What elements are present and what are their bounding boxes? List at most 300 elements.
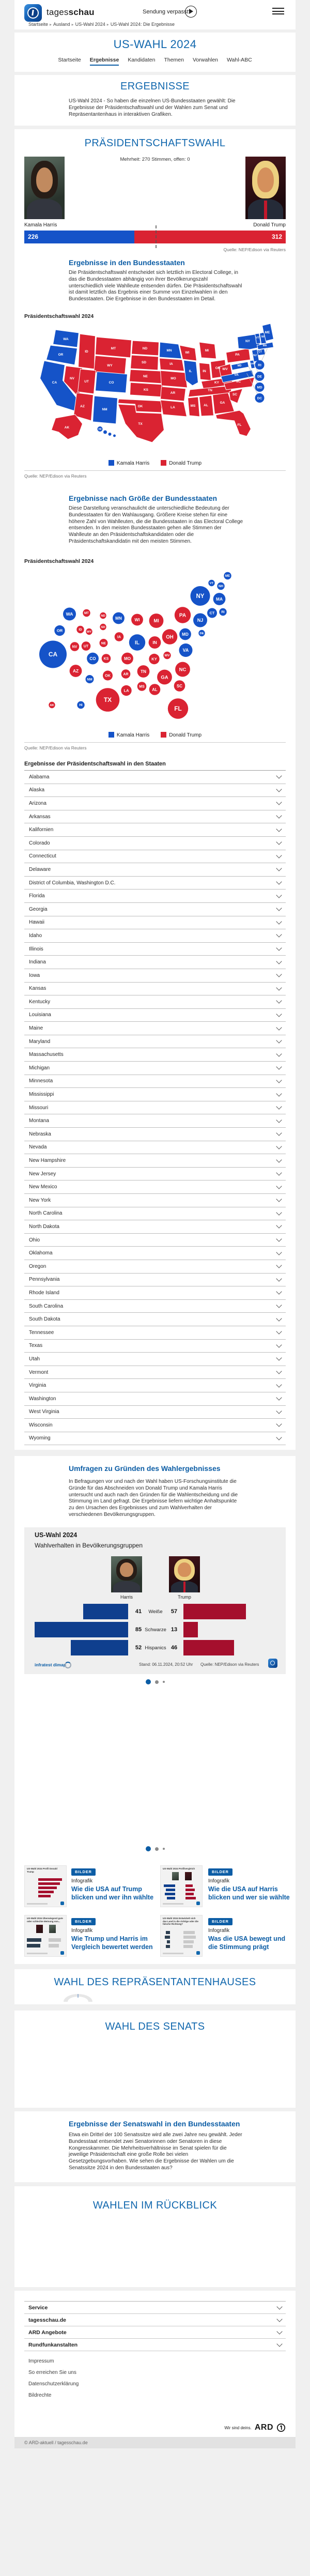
praesidentschaftswahl-card xyxy=(14,129,296,1450)
map-label-IN: IN xyxy=(203,370,206,373)
state-row-label: Maryland xyxy=(29,1038,51,1045)
state-row-label: Texas xyxy=(29,1343,43,1349)
map-label-HI: HI xyxy=(98,428,102,431)
badge-bilder: BILDER xyxy=(208,1918,233,1925)
source-note: Quelle: NEP/Edison via Reuters xyxy=(24,473,87,479)
state-row-label: Georgia xyxy=(29,906,48,912)
bubble-label-NE: NE xyxy=(101,641,106,646)
bubble-label-HI: HI xyxy=(79,703,83,708)
chevron-down-icon xyxy=(276,1421,282,1427)
state-row-massachusetts[interactable] xyxy=(24,1048,286,1062)
state-row-label: Nevada xyxy=(29,1144,47,1151)
demographic-row-hispanics xyxy=(24,1640,286,1655)
state-row-label: Oklahoma xyxy=(29,1250,53,1256)
map-label-PA: PA xyxy=(235,353,240,357)
umfragen-card xyxy=(14,1456,296,1964)
footer-accordion-service[interactable] xyxy=(24,2302,286,2314)
tab-ergebnisse[interactable]: Ergebnisse xyxy=(90,57,119,66)
teaser-title[interactable]: Wie die USA auf Trump blicken und wer ihn wählte xyxy=(71,1885,154,1901)
teaser-trump-profil[interactable] xyxy=(71,1866,159,1902)
teaser-title[interactable]: Wie die USA auf Harris blicken und wer sie wählte xyxy=(208,1885,290,1901)
state-row-label: Maine xyxy=(29,1025,43,1032)
breadcrumb-item[interactable]: Startseite xyxy=(28,22,49,27)
bubble-label-TX: TX xyxy=(103,696,112,704)
teaser-kicker: Infografik xyxy=(208,1928,230,1934)
state-row-label: New Mexico xyxy=(29,1184,57,1190)
state-row-label: Michigan xyxy=(29,1065,50,1071)
chevron-down-icon xyxy=(276,1183,282,1189)
state-row-nebraska[interactable] xyxy=(24,1128,286,1141)
section-tabs xyxy=(14,57,296,66)
map-label-OK: OK xyxy=(137,405,143,408)
state-row-texas[interactable] xyxy=(24,1340,286,1353)
harris-value: 41 xyxy=(135,1608,142,1615)
state-row-label: Wyoming xyxy=(29,1435,51,1442)
umfragen-heading: Umfragen zu Gründen des Wahlergebnisses xyxy=(69,1464,221,1473)
state-row-nevada[interactable] xyxy=(24,1141,286,1155)
title-card xyxy=(14,33,296,72)
state-row-label: Wisconsin xyxy=(29,1422,53,1428)
state-row-washington[interactable] xyxy=(24,1392,286,1406)
breadcrumb-separator-icon: ▸ xyxy=(50,22,52,27)
chevron-down-icon xyxy=(276,1355,282,1361)
chevron-down-icon xyxy=(276,852,282,858)
carousel-dot-0[interactable] xyxy=(146,1846,151,1851)
state-row-alabama[interactable] xyxy=(24,771,286,784)
chevron-down-icon xyxy=(276,1170,282,1175)
divider xyxy=(24,742,286,743)
ard-wordmark: ARD xyxy=(254,2423,273,2432)
bubble-label-MD: MD xyxy=(182,632,189,637)
state-row-connecticut[interactable] xyxy=(24,850,286,864)
state-row-label: Kalifornien xyxy=(29,827,54,833)
teaser-kicker: Infografik xyxy=(71,1928,93,1934)
chevron-down-icon xyxy=(276,932,282,938)
state-row-oregon[interactable] xyxy=(24,1260,286,1274)
play-icon[interactable] xyxy=(185,6,197,18)
map-legend xyxy=(14,460,296,466)
state-row-pennsylvania[interactable] xyxy=(24,1274,286,1287)
bubble-label-WY: WY xyxy=(86,631,92,634)
carousel-dot-2[interactable] xyxy=(163,1681,165,1683)
state-row-montana[interactable] xyxy=(24,1114,286,1128)
state-row-florida[interactable] xyxy=(24,890,286,903)
state-row-label: Louisiana xyxy=(29,1012,51,1018)
infographic-demographics[interactable] xyxy=(24,1527,286,1674)
ergebnisse-text: US-Wahl 2024 - So haben die einzelnen US-Bundesstaaten gewählt: Die Ergebnisse der Präsidentschaftswahl und der Wahlen zum Senat und Repräsentantenhaus in interaktiven Grafiken. xyxy=(69,98,236,117)
source-note: Quelle: NEP/Edison via Reuters xyxy=(223,247,286,252)
ergebnisse-card xyxy=(14,75,296,126)
teaser-stimmung[interactable] xyxy=(208,1916,290,1951)
state-row-label: Tennessee xyxy=(29,1329,54,1336)
harris-color-swatch xyxy=(109,732,114,738)
chevron-down-icon xyxy=(276,918,282,924)
map-label-AR: AR xyxy=(170,391,176,395)
carousel-dot-1[interactable] xyxy=(155,1847,159,1851)
majority-marker xyxy=(156,225,157,248)
state-row-label: Missouri xyxy=(29,1105,49,1111)
state-row-vermont[interactable] xyxy=(24,1366,286,1379)
rueckblick-heading: WAHLEN IM RÜCKBLICK xyxy=(92,2200,218,2211)
map-label-NM: NM xyxy=(102,408,107,411)
footer-accordion-tagesschau-de[interactable] xyxy=(24,2314,286,2326)
footer-accordion-label: Service xyxy=(28,2304,48,2311)
brand-wordmark[interactable]: tagesschau xyxy=(47,7,95,17)
bubble-label-OK: OK xyxy=(105,673,111,678)
tab-themen[interactable]: Themen xyxy=(164,57,184,63)
state-row-west-virginia[interactable] xyxy=(24,1406,286,1419)
map-label-NE: NE xyxy=(143,375,148,378)
state-row-label: Alaska xyxy=(29,787,45,793)
state-row-louisiana[interactable] xyxy=(24,1009,286,1022)
tab-wahl-abc[interactable]: Wahl-ABC xyxy=(227,57,252,63)
state-row-label: Oregon xyxy=(29,1263,47,1269)
state-row-label: North Carolina xyxy=(29,1210,63,1217)
divider xyxy=(24,470,286,471)
chevron-down-icon xyxy=(276,1236,282,1241)
missed-show-link[interactable]: Sendung verpasst? xyxy=(143,9,192,15)
bubble-label-AK: AK xyxy=(50,704,54,708)
state-row-michigan[interactable] xyxy=(24,1062,286,1075)
bubble-label-ME: ME xyxy=(225,574,230,578)
majority-annotation: Mehrheit: 270 Stimmen, offen: 0 xyxy=(120,157,190,162)
map-label-WY: WY xyxy=(107,364,113,367)
map-label-TX: TX xyxy=(138,422,143,426)
map-state-HI[interactable] xyxy=(103,430,107,434)
state-row-wisconsin[interactable] xyxy=(24,1419,286,1432)
state-row-label: Montana xyxy=(29,1118,49,1124)
menu-icon[interactable] xyxy=(272,8,284,15)
footer-accordion-ard-angebote[interactable] xyxy=(24,2326,286,2339)
map-label-MS: MS xyxy=(190,404,196,408)
chevron-down-icon xyxy=(276,1117,282,1123)
state-row-tennessee[interactable] xyxy=(24,1326,286,1340)
demographic-row-schwarze xyxy=(24,1622,286,1637)
bubble-label-NM: NM xyxy=(87,678,92,682)
harris-name: Kamala Harris xyxy=(24,222,57,228)
breadcrumb-item[interactable]: US-Wahl 2024 xyxy=(75,22,105,27)
teaser-thumb-trump-profil[interactable]: US-Wahl 2024 Profil Donald Trump xyxy=(24,1865,67,1907)
states-accordion-list xyxy=(24,770,286,1445)
bubble-label-DE: DE xyxy=(199,632,204,636)
carousel-dots-0[interactable] xyxy=(14,1679,296,1684)
bubble-cartogram[interactable] xyxy=(24,566,286,725)
senatswahl-heading: Ergebnisse der Senatswahl in den Bundesstaaten xyxy=(69,2120,240,2128)
map-label-NC: NC xyxy=(236,380,241,384)
carousel-dot-1[interactable] xyxy=(155,1680,159,1684)
bubble-label-NY: NY xyxy=(196,593,205,600)
map-label-NJ: NJ xyxy=(253,354,257,357)
state-row-iowa[interactable] xyxy=(24,969,286,983)
carousel-dot-2[interactable] xyxy=(163,1848,165,1850)
teaser-thumb-harris-profil[interactable]: US-Wahl 2024 Profilvergleich xyxy=(160,1865,203,1907)
us-choropleth-map[interactable] xyxy=(24,323,286,457)
state-row-rhode-island[interactable] xyxy=(24,1286,286,1300)
map-callout-label-DC: DC xyxy=(257,396,262,401)
map-state-HI[interactable] xyxy=(108,433,112,436)
legend-harris: Kamala Harris xyxy=(109,460,149,466)
bubble-label-CA: CA xyxy=(48,651,58,658)
senat-heading: WAHL DES SENATS xyxy=(105,2021,205,2032)
trump-color-swatch xyxy=(161,460,166,466)
tab-kandidaten[interactable]: Kandidaten xyxy=(128,57,156,63)
breadcrumb-separator-icon: ▸ xyxy=(71,22,74,27)
map-label-MD: MD xyxy=(237,364,242,367)
state-row-label: Ohio xyxy=(29,1237,40,1243)
bubble-label-SC: SC xyxy=(177,683,182,688)
bubble-label-WV: WV xyxy=(164,654,170,658)
map-state-FL[interactable] xyxy=(216,410,251,436)
state-row-colorado[interactable] xyxy=(24,837,286,850)
state-row-utah[interactable] xyxy=(24,1353,286,1366)
state-row-virginia[interactable] xyxy=(24,1379,286,1392)
infographic-source: Quelle: NEP/Edison via Reuters xyxy=(200,1662,259,1667)
state-row-label: New Hampshire xyxy=(29,1158,66,1164)
state-row-new-jersey[interactable] xyxy=(24,1168,286,1181)
state-row-district-of-columbia-washington-d-c-[interactable] xyxy=(24,877,286,890)
map-label-TN: TN xyxy=(208,389,212,392)
teaser-thumb-stimmung[interactable]: US-Wahl 2024 Entwickelt sich das Land in die richtige oder die falsche Richtung? xyxy=(160,1915,203,1957)
state-row-arizona[interactable] xyxy=(24,797,286,810)
chevron-down-icon xyxy=(276,1143,282,1149)
state-row-north-dakota[interactable] xyxy=(24,1220,286,1234)
bubble-label-VT: VT xyxy=(209,582,214,586)
state-row-kentucky[interactable] xyxy=(24,995,286,1009)
breadcrumb-item[interactable]: US-Wahl 2024: Die Ergebnisse xyxy=(110,22,175,27)
map-label-MT: MT xyxy=(111,347,116,350)
trump-bar xyxy=(183,1640,234,1655)
tab-startseite[interactable]: Startseite xyxy=(58,57,81,63)
ard-claim-text: Wir sind deins. xyxy=(224,2425,252,2430)
chevron-down-icon xyxy=(276,1263,282,1268)
state-row-label: Arizona xyxy=(29,800,47,806)
harris-bar xyxy=(71,1640,128,1655)
footer-link-so-erreichen-sie-uns[interactable]: So erreichen Sie uns xyxy=(28,2370,76,2375)
chevron-down-icon xyxy=(276,1103,282,1109)
state-row-mississippi[interactable] xyxy=(24,1088,286,1101)
teaser-harris-profil[interactable] xyxy=(208,1866,290,1902)
state-row-maine[interactable] xyxy=(24,1022,286,1035)
bubble-label-TN: TN xyxy=(140,668,147,674)
dimap-donut-icon xyxy=(65,1662,71,1668)
map-state-HI[interactable] xyxy=(113,434,116,437)
map-label-AK: AK xyxy=(64,426,70,430)
trump-name: Donald Trump xyxy=(253,222,286,228)
state-row-label: Kansas xyxy=(29,986,47,992)
chevron-down-icon xyxy=(276,1157,282,1162)
footer-accordion-rundfunkanstalten[interactable] xyxy=(24,2339,286,2351)
map-label-GA: GA xyxy=(220,401,225,405)
state-row-label: Washington xyxy=(29,1396,56,1402)
bubble-legend xyxy=(14,732,296,738)
tagesschau-logo-icon[interactable] xyxy=(24,4,42,22)
senatswahl-card xyxy=(14,2111,296,2182)
chevron-down-icon xyxy=(276,1077,282,1083)
map-label-CT: CT xyxy=(258,350,262,354)
state-row-delaware[interactable] xyxy=(24,863,286,877)
sub1-text: Die Präsidentschaftswahl entscheidet sich letztlich im Electoral College, in das die Bundesstaaten abhängig von ihrer Bevölkerungszahl unterschiedlich viele Wahlleute entsenden dürfen. Die Präsidentschaftswahl ist damit letztlich das Ergebnis einer Summe von Einzelwahlen in den Bundesstaaten. Die Ergebnisse in den Bundesstaaten im Detail. xyxy=(69,270,242,302)
state-row-alaska[interactable] xyxy=(24,784,286,798)
state-row-georgia[interactable] xyxy=(24,903,286,916)
map-label-NH: NH xyxy=(261,335,266,339)
infratest-dimap-logo: infratest dimap xyxy=(35,1662,66,1667)
map-label-MI: MI xyxy=(205,349,209,352)
electoral-bar-harris: 226 xyxy=(24,231,134,243)
chevron-down-icon xyxy=(276,1038,282,1044)
map-label-SC: SC xyxy=(232,393,238,396)
trump-color-swatch xyxy=(161,732,166,738)
repraesentantenhaus-heading: WAHL DES REPRÄSENTANTENHAUSES xyxy=(54,1976,256,1988)
chevron-down-icon xyxy=(276,1395,282,1401)
chevron-down-icon xyxy=(276,1011,282,1017)
tab-vorwahlen[interactable]: Vorwahlen xyxy=(192,57,219,63)
bubble-label-MO: MO xyxy=(123,656,131,661)
carousel-dot-0[interactable] xyxy=(146,1679,151,1684)
state-row-label: Utah xyxy=(29,1356,40,1362)
bubble-label-CT: CT xyxy=(209,610,215,616)
ard-circle-one-icon xyxy=(276,2423,286,2432)
umfragen-text: In Befragungen vor und nach der Wahl haben US-Forschungsinstitute die Gründe für das Abschneiden von Donald Trump und Kamala Harris untersucht und auch nach den Gründen für die Wahlentscheidung und die Stimmung im Land gefragt. Die Ergebnisse liefern wichtige Anhaltspunkte zu den Ursachen des Ergebnisses und zum Wahlverhalten der verschiedenen Bevölkerungsgruppen. xyxy=(69,1479,238,1517)
chevron-down-icon xyxy=(276,972,282,977)
bubble-label-OH: OH xyxy=(166,634,174,640)
chevron-down-icon xyxy=(276,892,282,898)
chevron-down-icon xyxy=(276,1289,282,1295)
state-row-kansas[interactable] xyxy=(24,983,286,996)
state-row-hawaii[interactable] xyxy=(24,916,286,930)
chevron-down-icon xyxy=(276,1051,282,1056)
breadcrumb xyxy=(27,22,176,27)
chevron-down-icon xyxy=(276,1276,282,1281)
legend-harris: Kamala Harris xyxy=(109,732,149,738)
chevron-down-icon xyxy=(276,958,282,964)
copyright-bar: © ARD-aktuell / tagesschau.de xyxy=(14,2437,296,2448)
state-row-south-carolina[interactable] xyxy=(24,1300,286,1313)
page-footer xyxy=(14,2291,296,2448)
chevron-down-icon xyxy=(276,985,282,990)
ergebnisse-heading: ERGEBNISSE xyxy=(120,81,190,92)
state-row-wyoming[interactable] xyxy=(24,1432,286,1446)
state-row-arkansas[interactable] xyxy=(24,810,286,824)
state-row-kalifornien[interactable] xyxy=(24,823,286,837)
chevron-down-icon xyxy=(276,2304,282,2309)
harris-photo xyxy=(24,157,65,219)
state-row-label: North Dakota xyxy=(29,1223,59,1230)
page-title: US-WAHL 2024 xyxy=(113,38,197,51)
chevron-down-icon xyxy=(276,1302,282,1308)
state-row-label: Illinois xyxy=(29,946,43,952)
map-label-MN: MN xyxy=(166,349,172,352)
state-row-idaho[interactable] xyxy=(24,929,286,943)
bubble-label-NC: NC xyxy=(179,667,187,673)
house-halfdonut-placeholder xyxy=(64,1993,92,2002)
category-label: Weiße xyxy=(148,1609,163,1615)
teaser-title[interactable]: Wie Trump und Harris im Vergleich bewertet werden xyxy=(71,1935,153,1951)
teaser-kicker: Infografik xyxy=(71,1878,93,1884)
state-row-missouri[interactable] xyxy=(24,1101,286,1115)
chevron-down-icon xyxy=(276,1064,282,1070)
state-row-label: Mississippi xyxy=(29,1092,54,1098)
bubble-label-NV: NV xyxy=(72,645,78,649)
state-row-label: Colorado xyxy=(29,840,50,846)
trump-bar xyxy=(183,1604,246,1619)
state-row-label: Hawaii xyxy=(29,919,45,926)
map-label-IL: IL xyxy=(189,370,192,373)
state-row-north-carolina[interactable] xyxy=(24,1207,286,1221)
teaser-kicker: Infografik xyxy=(208,1878,230,1884)
sub2-heading: Ergebnisse nach Größe der Bundesstaaten xyxy=(69,494,218,502)
chevron-down-icon xyxy=(276,866,282,871)
state-row-new-hampshire[interactable] xyxy=(24,1154,286,1168)
footer-link-datenschutzerkl-rung[interactable]: Datenschutzerklärung xyxy=(28,2381,79,2387)
bubble-label-MT: MT xyxy=(84,611,89,616)
map-label-WV: WV xyxy=(222,367,228,371)
harris-value: 52 xyxy=(135,1645,142,1651)
map-callout-label-RI: RI xyxy=(258,363,261,367)
badge-bilder: BILDER xyxy=(71,1868,96,1876)
breadcrumb-item[interactable]: Ausland xyxy=(53,22,70,27)
footer-link-bildrechte[interactable]: Bildrechte xyxy=(28,2393,52,2398)
chevron-down-icon xyxy=(276,839,282,845)
bubble-label-NH: NH xyxy=(218,585,224,589)
map-label-DE: DE xyxy=(251,362,254,365)
source-note: Quelle: NEP/Edison via Reuters xyxy=(24,745,87,750)
chevron-down-icon xyxy=(276,826,282,832)
chevron-down-icon xyxy=(276,1209,282,1215)
map-label-MO: MO xyxy=(171,377,176,380)
state-row-illinois[interactable] xyxy=(24,943,286,956)
bubble-label-AL: AL xyxy=(152,687,158,692)
state-row-ohio[interactable] xyxy=(24,1234,286,1247)
map-label-KY: KY xyxy=(214,381,220,385)
state-row-south-dakota[interactable] xyxy=(24,1313,286,1326)
repraesentantenhaus-card xyxy=(14,1969,296,2004)
senat-card xyxy=(14,2011,296,2108)
sub2-text: Diese Darstellung veranschaulicht die unterschiedliche Bedeutung der Bundesstaaten für den Wahlausgang. Größere Kreise stehen für eine höhere Zahl von Wahlleuten, die die Bundesstaaten in das Electoral College entsenden. In den meisten Bundesstaaten gehen alle Stimmen der Wahlleute an den Präsidentschaftskandidaten oder die Präsidentschaftskandidatin mit den meisten Stimmen. xyxy=(69,505,243,544)
bubble-label-NJ: NJ xyxy=(197,618,204,623)
state-row-maryland[interactable] xyxy=(24,1035,286,1049)
state-row-label: New Jersey xyxy=(29,1171,56,1177)
chevron-down-icon xyxy=(276,786,282,792)
trump-photo-small xyxy=(169,1556,200,1592)
map-label-ME: ME xyxy=(265,331,270,334)
map-label-AZ: AZ xyxy=(80,405,85,408)
bubble-label-KY: KY xyxy=(151,656,157,662)
harris-value: 85 xyxy=(135,1627,142,1633)
bubble-label-MA: MA xyxy=(216,596,223,602)
chevron-down-icon xyxy=(276,773,282,779)
ard-logo-icon xyxy=(268,1659,277,1668)
chevron-down-icon xyxy=(276,879,282,884)
chevron-down-icon xyxy=(276,2328,282,2334)
state-row-label: District of Columbia, Washington D.C. xyxy=(29,880,116,886)
trump-column-label: Trump xyxy=(178,1594,191,1600)
map-label-NV: NV xyxy=(69,377,75,380)
state-row-new-mexico[interactable] xyxy=(24,1180,286,1194)
map-label-FL: FL xyxy=(237,423,242,427)
footer-link-impressum[interactable]: Impressum xyxy=(28,2358,54,2364)
state-row-minnesota[interactable] xyxy=(24,1075,286,1088)
state-row-oklahoma[interactable] xyxy=(24,1247,286,1260)
state-row-indiana[interactable] xyxy=(24,956,286,969)
trump-bar xyxy=(183,1622,198,1637)
teaser-thumb-vergleich[interactable]: US-Wahl 2024 Überwiegend gute oder schlechte Meinung von... xyxy=(24,1915,67,1957)
state-row-new-york[interactable] xyxy=(24,1194,286,1207)
badge-bilder: BILDER xyxy=(208,1868,233,1876)
teaser-vergleich[interactable] xyxy=(71,1916,159,1951)
bubble-label-IA: IA xyxy=(117,635,121,639)
carousel-dots-1[interactable] xyxy=(14,1846,296,1851)
teaser-title[interactable]: Was die USA bewegt und die Stimmung prägt xyxy=(208,1935,286,1951)
